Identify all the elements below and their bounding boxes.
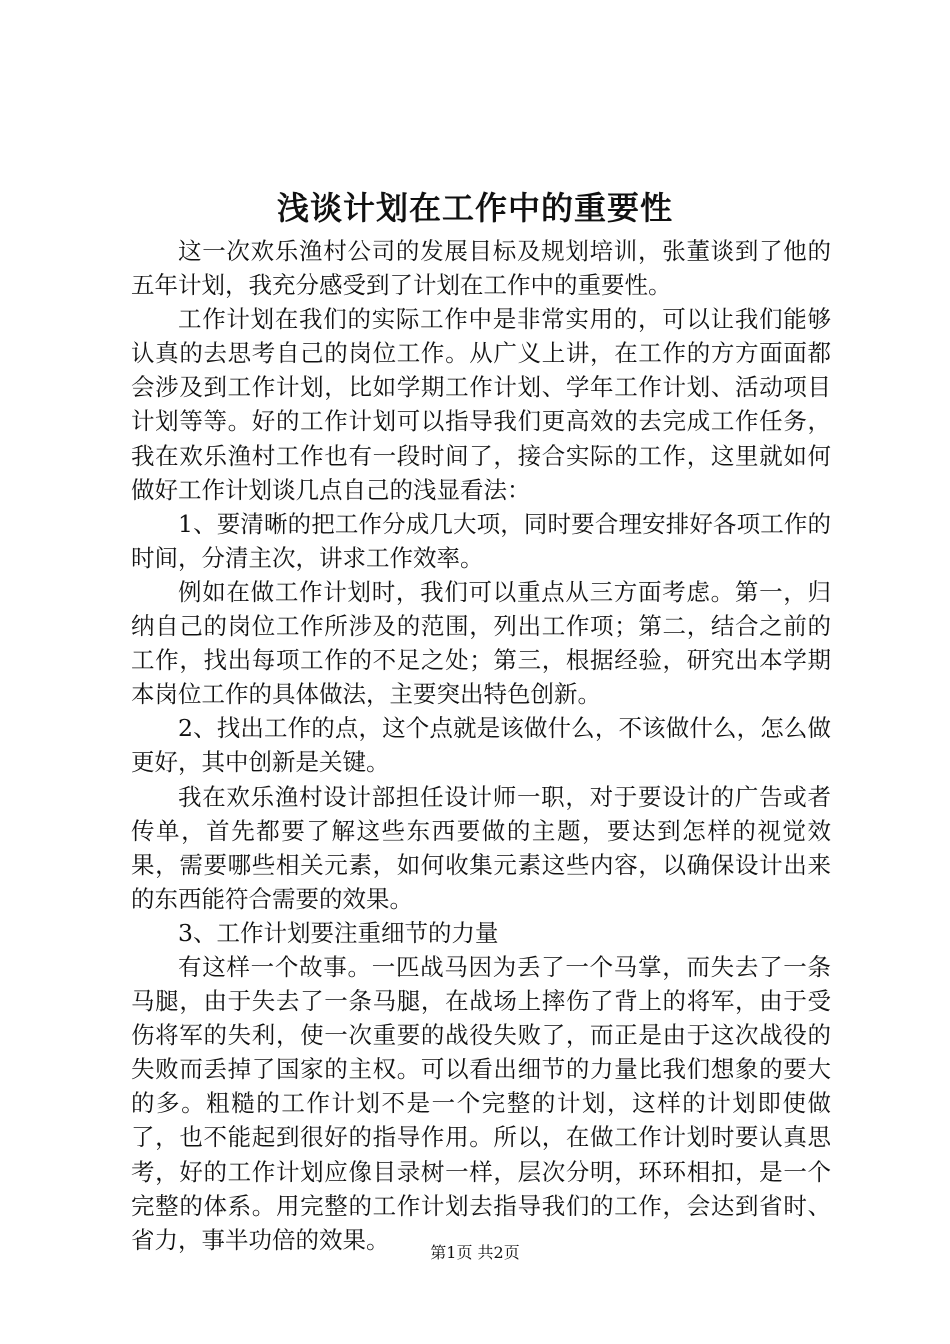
paragraph-2: 工作计划在我们的实际工作中是非常实用的，可以让我们能够认真的去思考自己的岗位工作。从广义上讲，在工作的方方面面都会涉及到工作计划，比如学期工作计划、学年工作计划、活动项目计划等等。好的工作计划可以指导我们更高效的去完成工作任务，我在欢乐渔村工作也有一段时间了，接合实际的工作，这里就如何做好工作计划谈几点自己的浅显看法：	[131, 305, 831, 504]
document-title: 浅谈计划在工作中的重要性	[276, 189, 673, 227]
paragraph-7: 3、工作计划要注重细节的力量	[178, 918, 499, 947]
document-body	[131, 234, 831, 1257]
paragraph-1: 这一次欢乐渔村公司的发展目标及规划培训，张董谈到了他的五年计划，我充分感受到了计划在工作中的重要性。	[131, 237, 831, 300]
paragraph-8: 有这样一个故事。一匹战马因为丢了一个马掌，而失去了一条马腿，由于失去了一条马腿，在战场上摔伤了背上的将军，由于受伤将军的失利，使一次重要的战役失败了，而正是由于这次战役的失败而丢掉了国家的主权。可以看出细节的力量比我们想象的要大的多。粗糙的工作计划不是一个完整的计划，这样的计划即使做了，也不能起到很好的指导作用。所以，在做工作计划时要认真思考，好的工作计划应像目录树一样，层次分明，环环相扣，是一个完整的体系。用完整的工作计划去指导我们的工作，会达到省时、省力，事半功倍的效果。	[131, 952, 831, 1254]
page-number-footer: 第1页 共2页	[430, 1243, 520, 1262]
paragraph-5: 2、找出工作的点，这个点就是该做什么，不该做什么，怎么做更好，其中创新是关键。	[131, 714, 831, 777]
paragraph-3: 1、要清晰的把工作分成几大项，同时要合理安排好各项工作的时间，分清主次，讲求工作效率。	[131, 509, 831, 572]
paragraph-4: 例如在做工作计划时，我们可以重点从三方面考虑。第一，归纳自己的岗位工作所涉及的范围，列出工作项；第二，结合之前的工作，找出每项工作的不足之处；第三，根据经验，研究出本学期本岗位工作的具体做法，主要突出特色创新。	[131, 577, 831, 709]
paragraph-6: 我在欢乐渔村设计部担任设计师一职，对于要设计的广告或者传单，首先都要了解这些东西要做的主题，要达到怎样的视觉效果，需要哪些相关元素，如何收集元素这些内容，以确保设计出来的东西能符合需要的效果。	[131, 782, 831, 913]
